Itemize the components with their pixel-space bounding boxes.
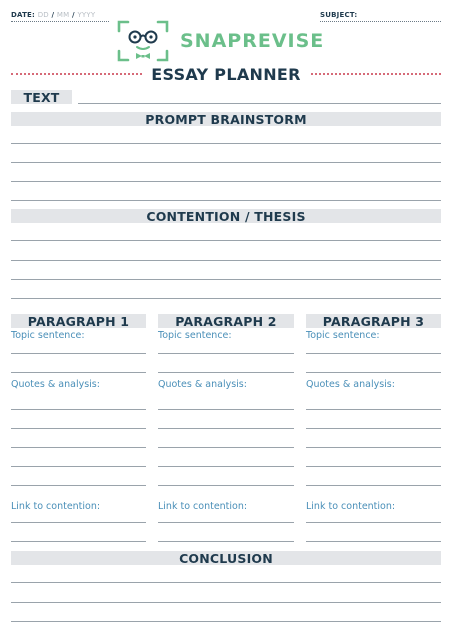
writing-line[interactable] bbox=[11, 582, 441, 583]
writing-line[interactable] bbox=[11, 372, 146, 373]
writing-line[interactable] bbox=[11, 200, 441, 201]
writing-line[interactable] bbox=[158, 428, 294, 429]
page-title: ESSAY PLANNER bbox=[151, 65, 301, 84]
date-underline bbox=[11, 21, 109, 22]
date-day-placeholder: DD bbox=[37, 11, 49, 19]
writing-line[interactable] bbox=[11, 485, 146, 486]
text-label: TEXT bbox=[23, 89, 60, 105]
date-separator: / bbox=[72, 11, 75, 19]
topic-sentence-label: Topic sentence: bbox=[306, 330, 380, 341]
writing-line[interactable] bbox=[11, 428, 146, 429]
writing-line[interactable] bbox=[306, 372, 441, 373]
writing-line[interactable] bbox=[306, 522, 441, 523]
writing-line[interactable] bbox=[11, 409, 146, 410]
link-to-contention-label: Link to contention: bbox=[158, 501, 248, 512]
writing-line[interactable] bbox=[306, 466, 441, 467]
quotes-analysis-label: Quotes & analysis: bbox=[158, 379, 247, 390]
paragraph-2-header bbox=[158, 314, 294, 328]
paragraph-3-header bbox=[306, 314, 441, 328]
writing-line[interactable] bbox=[11, 541, 146, 542]
brand-name: SNAPREVISE bbox=[180, 30, 325, 52]
prompt-brainstorm-title: PROMPT BRAINSTORM bbox=[145, 111, 307, 127]
date-label: DATE: bbox=[11, 11, 36, 19]
glasses-face-icon bbox=[117, 20, 169, 64]
prompt-brainstorm-header bbox=[11, 112, 441, 126]
date-field[interactable] bbox=[11, 11, 95, 19]
contention-title: CONTENTION / THESIS bbox=[146, 208, 306, 224]
writing-line[interactable] bbox=[306, 428, 441, 429]
link-to-contention-label: Link to contention: bbox=[11, 501, 101, 512]
writing-line[interactable] bbox=[11, 181, 441, 182]
subject-field[interactable] bbox=[320, 21, 441, 22]
divider-right bbox=[311, 73, 441, 75]
subject-label: SUBJECT: bbox=[320, 11, 358, 19]
writing-line[interactable] bbox=[11, 602, 441, 603]
paragraph-3-title: PARAGRAPH 3 bbox=[322, 313, 425, 329]
writing-line[interactable] bbox=[158, 447, 294, 448]
writing-line[interactable] bbox=[11, 621, 441, 622]
writing-line[interactable] bbox=[11, 353, 146, 354]
text-label-bar bbox=[11, 90, 72, 104]
writing-line[interactable] bbox=[158, 353, 294, 354]
text-input-line[interactable] bbox=[78, 103, 441, 104]
writing-line[interactable] bbox=[11, 279, 441, 280]
conclusion-header bbox=[11, 551, 441, 565]
writing-line[interactable] bbox=[11, 162, 441, 163]
writing-line[interactable] bbox=[11, 298, 441, 299]
writing-line[interactable] bbox=[306, 353, 441, 354]
writing-line[interactable] bbox=[11, 466, 146, 467]
paragraph-2-title: PARAGRAPH 2 bbox=[175, 313, 277, 329]
writing-line[interactable] bbox=[306, 485, 441, 486]
topic-sentence-label: Topic sentence: bbox=[158, 330, 232, 341]
writing-line[interactable] bbox=[11, 447, 146, 448]
quotes-analysis-label: Quotes & analysis: bbox=[11, 379, 100, 390]
quotes-analysis-label: Quotes & analysis: bbox=[306, 379, 395, 390]
writing-line[interactable] bbox=[11, 240, 441, 241]
link-to-contention-label: Link to contention: bbox=[306, 501, 396, 512]
paragraph-1-header bbox=[11, 314, 146, 328]
writing-line[interactable] bbox=[11, 143, 441, 144]
date-separator: / bbox=[51, 11, 55, 19]
writing-line[interactable] bbox=[306, 447, 441, 448]
writing-line[interactable] bbox=[158, 541, 294, 542]
contention-header bbox=[11, 209, 441, 223]
writing-line[interactable] bbox=[158, 372, 294, 373]
paragraph-1-title: PARAGRAPH 1 bbox=[27, 313, 130, 329]
date-month-placeholder: MM bbox=[56, 11, 70, 19]
writing-line[interactable] bbox=[158, 522, 294, 523]
date-year-placeholder: YYYY bbox=[77, 11, 96, 19]
writing-line[interactable] bbox=[306, 409, 441, 410]
writing-line[interactable] bbox=[158, 409, 294, 410]
writing-line[interactable] bbox=[306, 541, 441, 542]
topic-sentence-label: Topic sentence: bbox=[11, 330, 85, 341]
writing-line[interactable] bbox=[158, 485, 294, 486]
writing-line[interactable] bbox=[11, 522, 146, 523]
conclusion-title: CONCLUSION bbox=[179, 550, 273, 566]
writing-line[interactable] bbox=[158, 466, 294, 467]
writing-line[interactable] bbox=[11, 260, 441, 261]
